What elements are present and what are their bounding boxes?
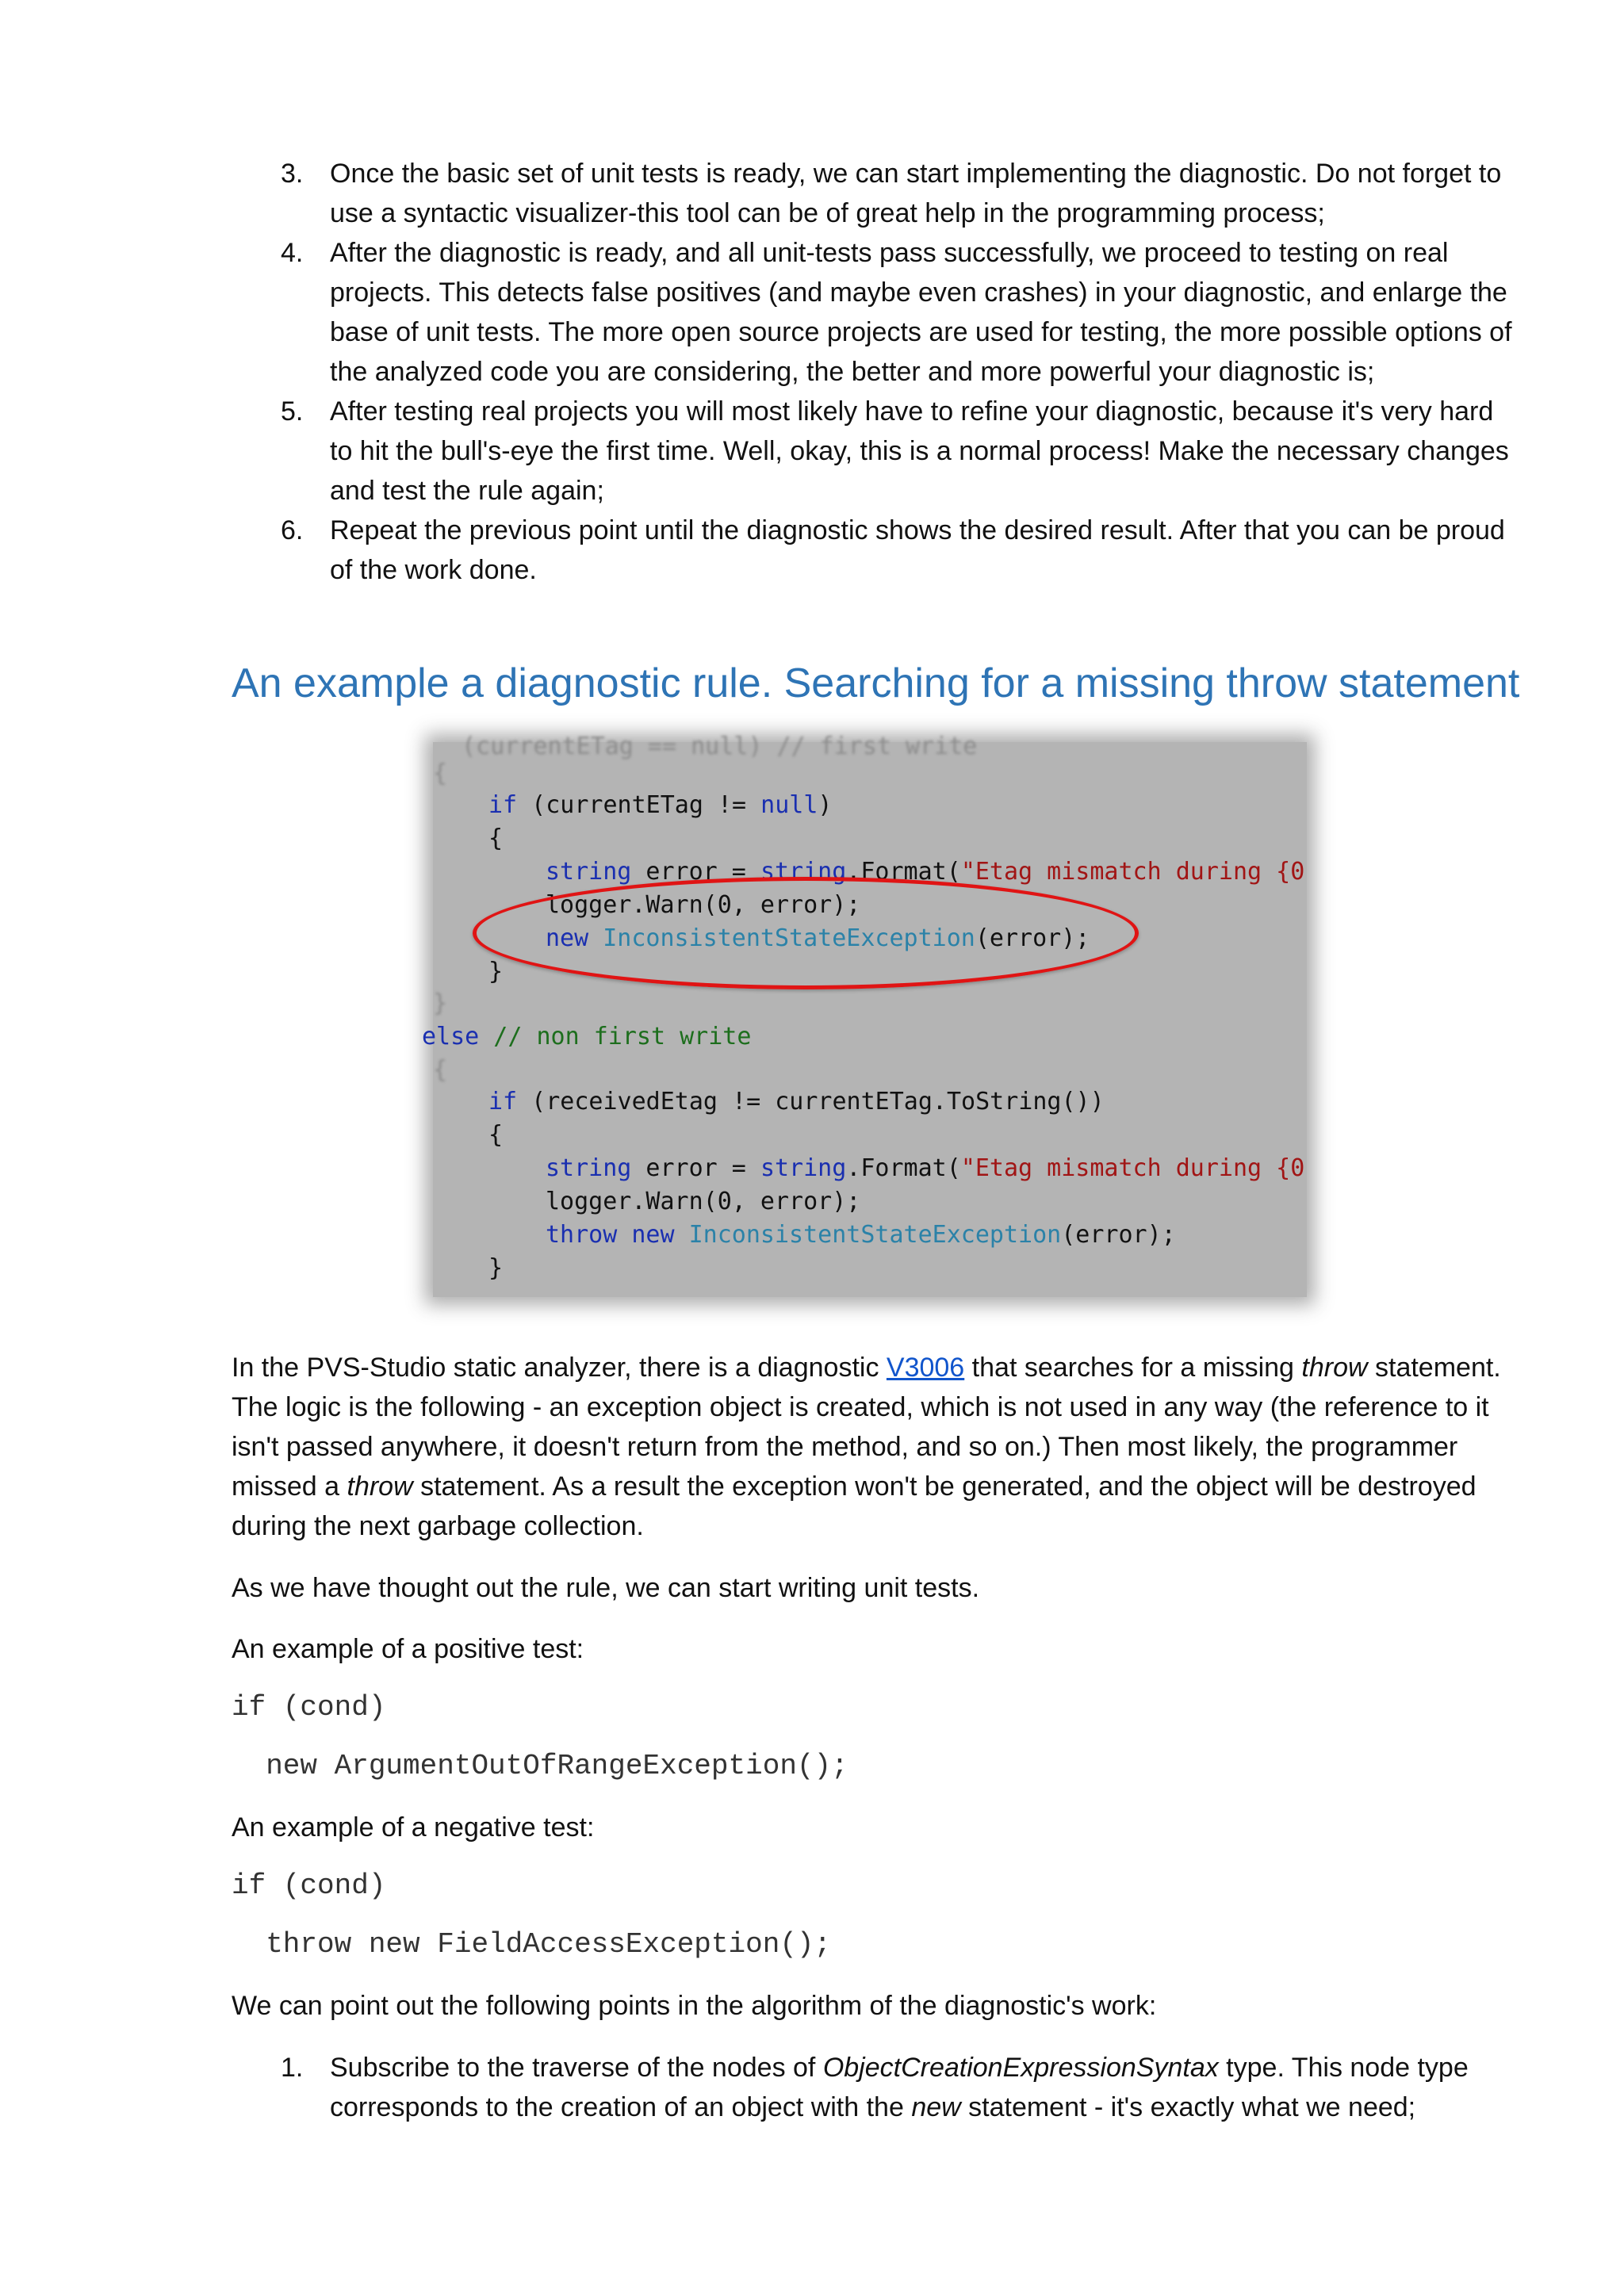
code-string: "Etag mismatch during {0 bbox=[960, 858, 1305, 886]
code-keyword: if bbox=[488, 1088, 518, 1115]
code-type: InconsistentStateException bbox=[603, 924, 975, 952]
list-item bbox=[281, 511, 1518, 590]
code-line bbox=[488, 791, 832, 819]
positive-test-label: An example of a positive test: bbox=[232, 1634, 584, 1664]
code-string: "Etag mismatch during {0 bbox=[960, 1154, 1305, 1182]
code-line: logger.Warn(0, error); bbox=[546, 891, 861, 919]
v3006-link[interactable]: V3006 bbox=[886, 1353, 965, 1383]
top-numbered-list bbox=[281, 154, 1518, 590]
code-line bbox=[546, 1154, 1304, 1182]
description-paragraph bbox=[232, 1348, 1516, 1546]
code-line: logger.Warn(0, error); bbox=[546, 1188, 861, 1215]
code-line bbox=[546, 1221, 1176, 1249]
section-heading: An example a diagnostic rule. Searching for a missing throw statement bbox=[232, 660, 1520, 706]
code-keyword: null bbox=[760, 791, 818, 819]
emphasis-text: throw bbox=[1301, 1353, 1368, 1383]
code-type: InconsistentStateException bbox=[688, 1221, 1062, 1249]
list-item-text: statement - it's exactly what we need; bbox=[960, 2092, 1416, 2122]
negative-code-line-2: throw new FieldAccessException(); bbox=[232, 1928, 832, 1961]
code-keyword: string bbox=[546, 858, 632, 886]
negative-test-label: An example of a negative test: bbox=[232, 1812, 595, 1843]
list-item-number: 4. bbox=[281, 238, 304, 268]
code-text: (currentETag != bbox=[517, 791, 761, 819]
emphasis-text: throw bbox=[347, 1471, 413, 1502]
code-brace: } bbox=[488, 958, 504, 985]
list-item bbox=[281, 154, 1518, 233]
code-brace: } bbox=[488, 1254, 504, 1282]
code-text: error = bbox=[631, 858, 760, 886]
list-item-text: Subscribe to the traverse of the nodes of bbox=[330, 2053, 823, 2083]
code-screenshot bbox=[422, 733, 1307, 1297]
code-keyword: new bbox=[631, 1221, 675, 1249]
paragraph-text: statement. As a result the exception won't be generated, and the object will be destroyed during the next garbage collection. bbox=[232, 1471, 1477, 1541]
code-brace: { bbox=[488, 825, 504, 852]
emphasis-text: new bbox=[911, 2092, 961, 2122]
list-item-text: After testing real projects you will most likely have to refine your diagnostic, because it's very hard to hit the bull's-eye the first time. Well, okay, this is a normal process! Make the necessary changes and test the rule again; bbox=[330, 396, 1509, 506]
list-item-number: 5. bbox=[281, 396, 304, 427]
list-item-text: Once the basic set of unit tests is ready, we can start implementing the diagnostic. Do not forget to use a syntactic visualizer-this tool can be of great help in the programming process; bbox=[330, 159, 1502, 228]
list-item-number: 6. bbox=[281, 515, 304, 545]
code-keyword: string bbox=[760, 1154, 847, 1182]
code-text: ) bbox=[818, 791, 833, 819]
highlight-ellipse bbox=[473, 877, 1139, 989]
algorithm-steps-list bbox=[281, 2048, 1518, 2127]
list-item bbox=[281, 233, 1518, 392]
list-item bbox=[281, 2048, 1518, 2127]
code-brace: { bbox=[433, 760, 448, 787]
code-text: (error); bbox=[975, 924, 1090, 952]
code-text: .Format( bbox=[846, 1154, 961, 1182]
list-item-number: 3. bbox=[281, 159, 304, 189]
paragraph-text: In the PVS-Studio static analyzer, there is a diagnostic bbox=[232, 1353, 887, 1383]
code-brace: { bbox=[433, 1056, 448, 1084]
emphasis-text: ObjectCreationExpressionSyntax bbox=[822, 2053, 1219, 2083]
code-keyword: string bbox=[760, 858, 847, 886]
points-intro: We can point out the following points in the algorithm of the diagnostic's work: bbox=[232, 1991, 1157, 2021]
code-keyword: new bbox=[546, 924, 589, 952]
code-line bbox=[422, 1023, 751, 1050]
code-text: .Format( bbox=[846, 858, 961, 886]
unit-tests-paragraph: As we have thought out the rule, we can start writing unit tests. bbox=[232, 1573, 980, 1603]
code-text: (error); bbox=[1061, 1221, 1176, 1249]
code-line bbox=[488, 1088, 1105, 1115]
code-brace: { bbox=[488, 1121, 504, 1149]
paragraph-text: that searches for a missing bbox=[964, 1353, 1302, 1383]
code-text: (receivedEtag != currentETag.ToString()) bbox=[517, 1088, 1105, 1115]
code-text: error = bbox=[631, 1154, 760, 1182]
positive-code-line-2: new ArgumentOutOfRangeException(); bbox=[232, 1750, 848, 1782]
list-item-number: 1. bbox=[281, 2053, 304, 2083]
list-item-text: Repeat the previous point until the diagnostic shows the desired result. After that you can be proud of the work done. bbox=[330, 515, 1505, 585]
code-line-faded: (currentETag == null) // first write bbox=[433, 733, 978, 760]
code-comment: // non first write bbox=[479, 1023, 752, 1050]
negative-code-line-1: if (cond) bbox=[232, 1869, 386, 1902]
list-item-text: type. This node type corresponds to the creation of an object with the bbox=[330, 2053, 1469, 2122]
code-brace: } bbox=[433, 989, 448, 1017]
code-keyword: throw bbox=[546, 1221, 618, 1249]
list-item bbox=[281, 392, 1518, 511]
positive-code-line-1: if (cond) bbox=[232, 1691, 386, 1724]
code-keyword: string bbox=[546, 1154, 632, 1182]
code-keyword: if bbox=[488, 791, 518, 819]
list-item-text: After the diagnostic is ready, and all unit-tests pass successfully, we proceed to testing on real projects. This detects false positives (and maybe even crashes) in your diagnostic, and enlarge the base of unit tests. The more open source projects are used for testing, the more possible options of the analyzed code you are considering, the better and more powerful your diagnostic is; bbox=[330, 238, 1512, 387]
code-keyword: else bbox=[422, 1023, 480, 1050]
paragraph-text: statement. The logic is the following - an exception object is created, which is not used in any way (the reference to it isn't passed anywhere, it doesn't return from the method, and so on.) Then most likely, the programmer missed a bbox=[232, 1353, 1501, 1502]
